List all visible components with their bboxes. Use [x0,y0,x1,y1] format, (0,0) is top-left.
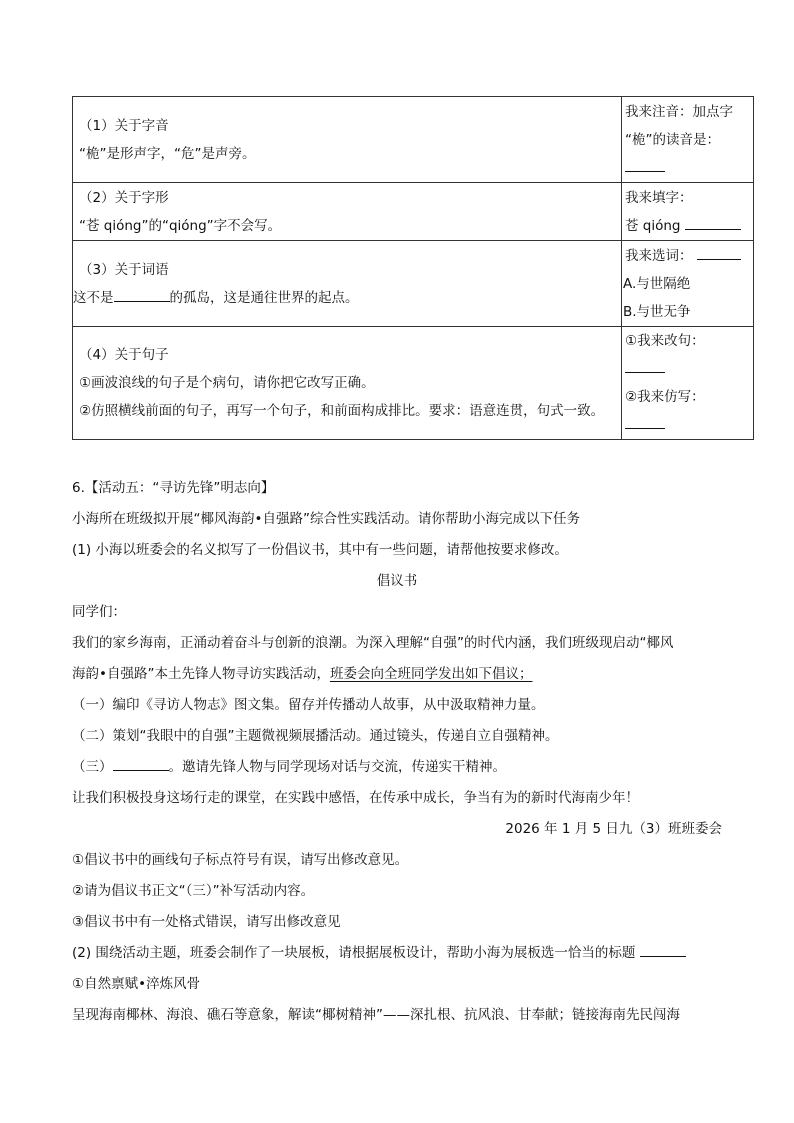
activity-intro: 小海所在班级拟开展“椰风海韵•自强路”综合性实践活动。请你帮助小海完成以下任务 [72,511,580,527]
answer-label: 我来选词： [625,247,693,264]
table-row [73,97,754,183]
row-text: 的孤岛，这是通往世界的起点。 [169,289,359,306]
answer-label: “桅”的读音是： [625,131,720,148]
letter-title: 倡议书 [376,573,418,589]
answer-label: 我来填字： [625,189,693,206]
answer-label: 我来注音：加点字 [625,103,733,120]
letter-item-1: （一）编印《寻访人物志》图文集。留存并传播动人故事，从中汲取精神力量。 [72,697,545,713]
table-cell-left [73,241,622,327]
table-row [73,183,754,241]
row-heading: （2）关于字形 [79,189,169,206]
option-1-description: 呈现海南椰林、海浪、礁石等意象，解读“椰树精神”——深扎根、抗风浪、甘奉献；链接海南先民闯海 [72,1007,680,1023]
letter-paragraph: 海韵•自强路”本土先锋人物寻访实践活动，班委会向全班同学发出如下倡议； [72,666,533,682]
option-a: A.与世隔绝 [623,275,691,292]
table-cell-right [622,183,754,241]
row-text: ①画波浪线的句子是个病句，请你把它改写正确。 [79,375,375,391]
table-cell-right [622,97,754,183]
answer-label: ②我来仿写： [625,389,705,405]
row-heading: （1）关于字音 [79,117,169,134]
option-b: B.与世无争 [623,303,691,320]
row-text: ②仿照横线前面的句子，再写一个句子，和前面构成排比。要求：语意连贯，句式一致。 [79,403,605,419]
row-heading: （4）关于句子 [79,347,169,363]
task-1: (1) 小海以班委会的名义拟写了一份倡议书，其中有一些问题，请帮他按要求修改。 [72,542,568,558]
underlined-sentence: 班委会向全班同学发出如下倡议； [329,666,533,682]
question-2: ②请为倡议书正文“（三）”补写活动内容。 [72,883,315,899]
activity-heading: 6.【活动五：“寻访先锋”明志向】 [72,480,275,496]
table-row [73,327,754,440]
table-cell-left [73,183,622,241]
option-1: ①自然禀赋•淬炼风骨 [72,976,201,992]
letter-item-2: （二）策划“我眼中的自强”主题微视频展播活动。通过镜头，传递自立自强精神。 [72,728,559,744]
table-row [73,241,754,327]
row-text: “桅”是形声字，“危”是声旁。 [79,145,256,162]
row-text: 这不是 [73,289,114,306]
table-cell-right [622,241,754,327]
answer-blank[interactable] [697,245,741,260]
answer-blank[interactable] [625,157,665,172]
task-2: (2) 围绕活动主题，班委会制作了一块展板，请根据展板设计，帮助小海为展板选一恰当的标题 [72,941,686,961]
answer-blank[interactable] [625,358,665,373]
question-3: ③倡议书中有一处格式错误，请写出修改意见 [72,914,341,930]
answer-blank[interactable] [640,942,686,957]
answer-label: 苍 qióng [625,217,681,234]
letter-salutation: 同学们： [72,604,126,620]
fill-blank[interactable] [114,287,170,302]
fill-blank[interactable] [113,756,169,771]
letter-paragraph: 我们的家乡海南，正涌动着奋斗与创新的浪潮。为深入理解“自强”的时代内涵，我们班级现启动“椰风 [72,635,674,651]
letter-item-3: （三） 。邀请先锋人物与同学现场对话与交流，传递实干精神。 [72,755,506,775]
answer-label: ①我来改句： [625,333,705,349]
row-heading: （3）关于词语 [79,261,169,278]
letter-signature: 2026 年 1 月 5 日九（3）班班委会 [505,821,722,837]
row-text: “苍 qióng”的“qióng”字不会写。 [79,217,282,234]
question-table [72,96,754,440]
table-cell-left [73,327,622,440]
answer-blank[interactable] [625,414,665,429]
answer-blank[interactable] [685,215,741,230]
table-cell-left [73,97,622,183]
question-1: ①倡议书中的画线句子标点符号有误，请写出修改意见。 [72,852,409,868]
table-cell-right [622,327,754,440]
letter-closing: 让我们积极投身这场行走的课堂，在实践中感悟，在传承中成长，争当有为的新时代海南少年！ [72,790,639,806]
